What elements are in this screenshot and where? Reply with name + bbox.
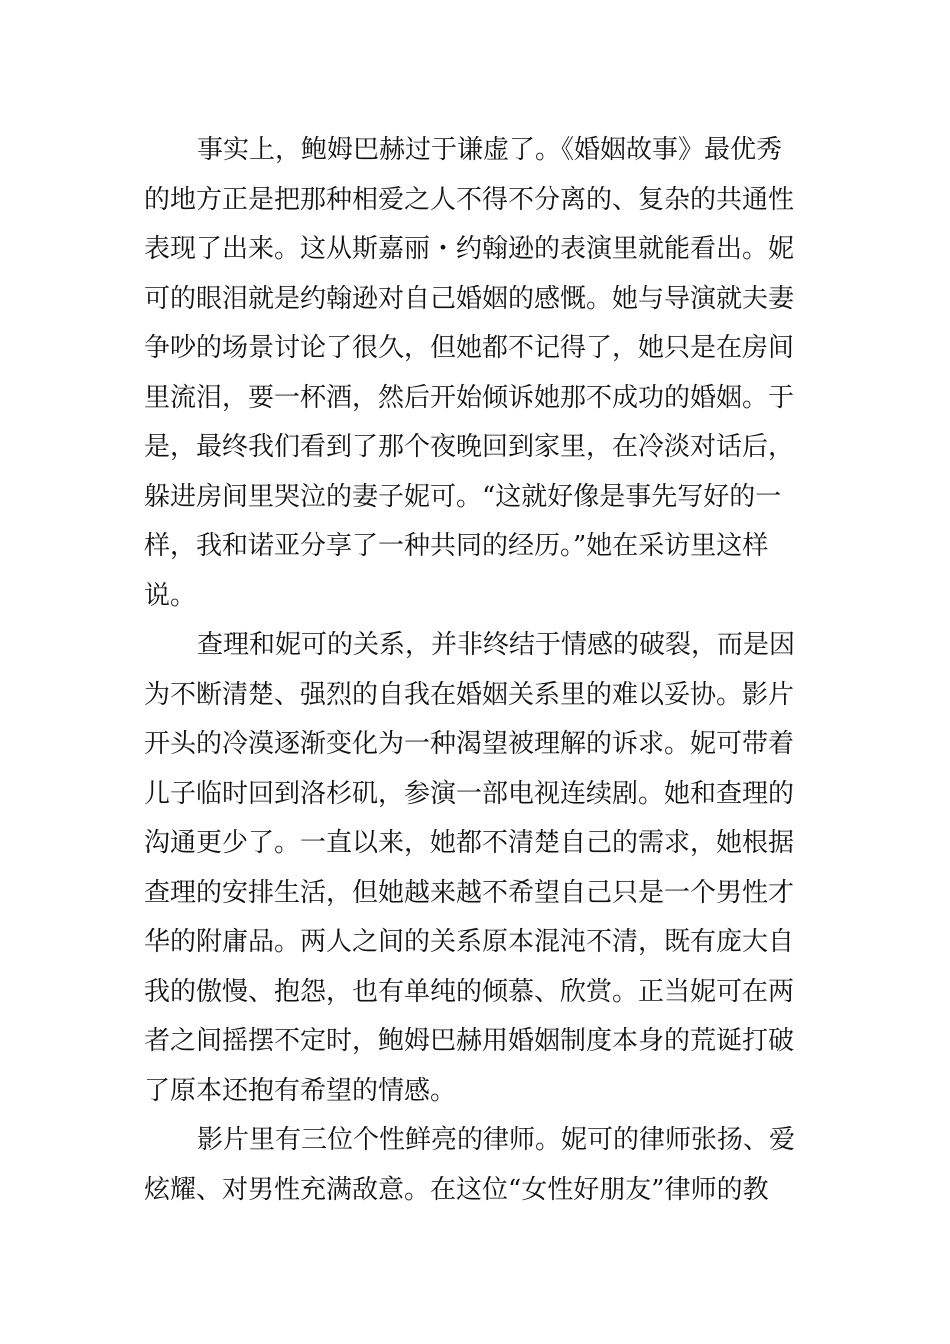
paragraph-line: 炫耀、对男性充满敌意。在这位“女性好朋友”律师的教 [144, 1174, 769, 1205]
paragraph-line: 的地方正是把那种相爱之人不得不分离的、复杂的共通性 [144, 184, 795, 215]
paragraph-1 [144, 126, 808, 621]
paragraph-line: 是，最终我们看到了那个夜晚回到家里，在冷淡对话后， [144, 432, 795, 462]
paragraph-line: 里流泪，要一杯酒，然后开始倾诉她那不成功的婚姻。于 [144, 382, 795, 413]
paragraph-line: 我的傲慢、抱怨，也有单纯的倾慕、欣赏。正当妮可在两 [144, 976, 795, 1007]
paragraph-line: 表现了出来。这从斯嘉丽・约翰逊的表演里就能看出。妮 [144, 234, 795, 264]
paragraph-3 [144, 1116, 808, 1215]
paragraph-line: 沟通更少了。一直以来，她都不清楚自己的需求，她根据 [144, 828, 795, 858]
paragraph-2 [144, 621, 808, 1116]
paragraph-line: 躲进房间里哭泣的妻子妮可。“这就好像是事先写好的一 [144, 481, 782, 512]
paragraph-line: 开头的冷漠逐渐变化为一种渴望被理解的诉求。妮可带着 [144, 729, 795, 759]
paragraph-line: 查理和妮可的关系，并非终结于情感的破裂，而是因 [197, 630, 796, 660]
paragraph-line: 儿子临时回到洛杉矶，参演一部电视连续剧。她和查理的 [144, 778, 795, 809]
paragraph-line: 华的附庸品。两人之间的关系原本混沌不清，既有庞大自 [144, 927, 795, 957]
paragraph-line: 争吵的场景讨论了很久，但她都不记得了，她只是在房间 [144, 333, 795, 363]
article-body [144, 126, 808, 1215]
paragraph-line: 为不断清楚、强烈的自我在婚姻关系里的难以妥协。影片 [144, 679, 795, 710]
paragraph-line: 说。 [144, 580, 197, 611]
paragraph-line: 者之间摇摆不定时，鲍姆巴赫用婚姻制度本身的荒诞打破 [144, 1026, 795, 1056]
paragraph-line: 查理的安排生活，但她越来越不希望自己只是一个男性才 [144, 877, 795, 908]
paragraph-line: 了原本还抱有希望的情感。 [144, 1075, 457, 1106]
paragraph-line: 样，我和诺亚分享了一种共同的经历。”她在采访里这样 [144, 531, 769, 561]
paragraph-line: 可的眼泪就是约翰逊对自己婚姻的感慨。她与导演就夫妻 [144, 283, 795, 314]
paragraph-line: 影片里有三位个性鲜亮的律师。妮可的律师张扬、爱 [197, 1125, 796, 1155]
paragraph-line: 事实上，鲍姆巴赫过于谦虚了。《婚姻故事》最优秀 [197, 135, 783, 165]
